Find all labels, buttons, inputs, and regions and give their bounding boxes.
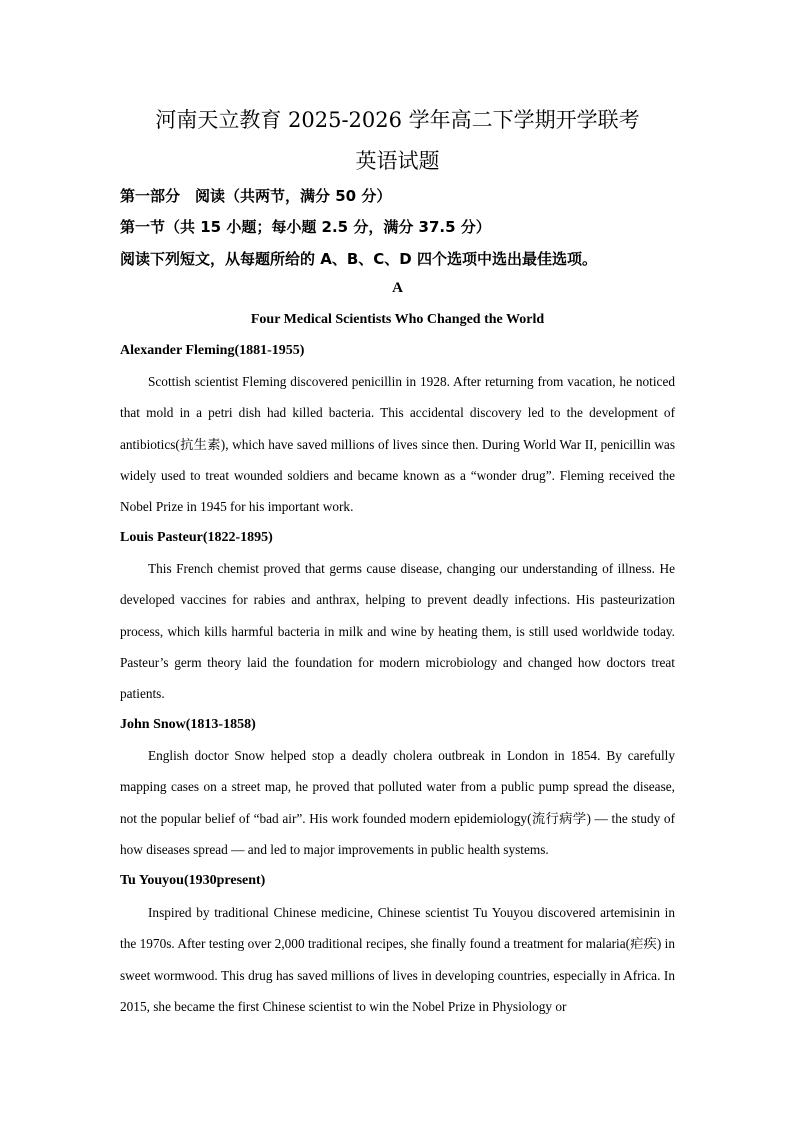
passage-title: Four Medical Scientists Who Changed the World <box>250 312 545 327</box>
scientist-paragraph: English doctor Snow helped stop a deadly cholera outbreak in London in 1854. By carefully mapping cases on a street map, he proved that polluted water from a public pump spread the disease, not the popular belief of “bad air”. His work founded modern epidemiology(流行病学) — the study of how diseases spread — and led to major improvements in public health systems. <box>120 748 675 857</box>
scientist-name: Tu Youyou(1930present) <box>120 873 266 888</box>
scientist-name: John Snow(1813-1858) <box>120 717 256 732</box>
scientist-paragraph: This French chemist proved that germs cause disease, changing our understanding of illness. He developed vaccines for rabies and anthrax, helping to prevent deadly infections. His pasteurization process, which kills harmful bacteria in milk and wine by heating them, is still used worldwide today. Pasteur’s germ theory laid the foundation for modern microbiology and changed how doctors treat patients. <box>120 561 675 702</box>
section-heading: 第一节（共 15 小题；每小题 2.5 分，满分 37.5 分） <box>120 218 491 236</box>
direction-text: 阅读下列短文，从每题所给的 A、B、C、D 四个选项中选出最佳选项。 <box>120 250 597 268</box>
scientist-paragraph: Scottish scientist Fleming discovered penicillin in 1928. After returning from vacation, he noticed that mold in a petri dish had killed bacteria. This accidental discovery led to the development of antibiotics(抗生素), which have saved millions of lives since then. During World War II, penicillin was widely used to treat wounded soldiers and became known as a “wonder drug”. Fleming received the Nobel Prize in 1945 for his important work. <box>120 374 675 515</box>
scientist-paragraph: Inspired by traditional Chinese medicine, Chinese scientist Tu Youyou discovered artemisinin in the 1970s. After testing over 2,000 traditional recipes, she finally found a treatment for malaria(疟疾) in sweet wormwood. This drug has saved millions of lives in developing countries, especially in Africa. In 2015, she became the first Chinese scientist to win the Nobel Prize in Physiology or <box>120 905 675 1014</box>
exam-subtitle: 英语试题 <box>355 149 440 173</box>
exam-title: 河南天立教育 2025-2026 学年高二下学期开学联考 <box>155 108 640 132</box>
passage-label: A <box>392 280 403 296</box>
scientist-name: Alexander Fleming(1881-1955) <box>120 343 305 358</box>
scientist-name: Louis Pasteur(1822-1895) <box>120 530 273 545</box>
part-heading: 第一部分 阅读（共两节，满分 50 分） <box>120 187 392 205</box>
